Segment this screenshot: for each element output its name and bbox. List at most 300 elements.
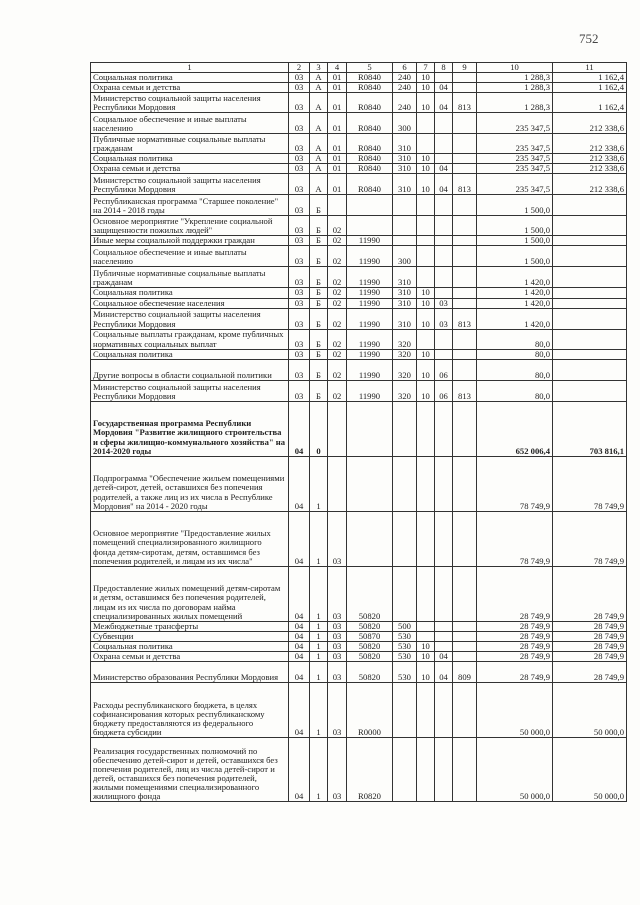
code-cell-7: 10 <box>417 308 435 329</box>
code-cell-8 <box>435 288 453 298</box>
code-cell-5: R0840 <box>347 113 393 134</box>
code-cell-9 <box>453 349 477 359</box>
code-cell-2: 03 <box>289 236 310 246</box>
code-cell-6: 320 <box>393 349 417 359</box>
table-row <box>91 566 627 621</box>
code-cell-6 <box>393 401 417 456</box>
code-cell-4: 02 <box>328 216 347 236</box>
table-row <box>91 349 627 359</box>
code-cell-7: 10 <box>417 662 435 683</box>
code-cell-2: 04 <box>289 456 310 511</box>
table-row <box>91 456 627 511</box>
code-cell-7 <box>417 621 435 631</box>
code-cell-3: Б <box>310 380 328 401</box>
code-cell-4: 01 <box>328 174 347 195</box>
amount-cell-10: 28 749,9 <box>477 641 553 651</box>
row-name-cell: Министерство социальной защиты населения Республики Мордовия <box>91 308 289 329</box>
table-row <box>91 298 627 308</box>
code-cell-9 <box>453 641 477 651</box>
table-row <box>91 246 627 267</box>
amount-cell-11 <box>553 380 627 401</box>
code-cell-8 <box>435 195 453 216</box>
row-name-cell: Межбюджетные трансферты <box>91 621 289 631</box>
code-cell-7: 10 <box>417 93 435 113</box>
code-cell-5: R0820 <box>347 738 393 802</box>
code-cell-4: 03 <box>328 511 347 566</box>
code-cell-2: 04 <box>289 621 310 631</box>
code-cell-7: 10 <box>417 288 435 298</box>
code-cell-7: 10 <box>417 359 435 380</box>
code-cell-6: 240 <box>393 93 417 113</box>
code-cell-7: 10 <box>417 164 435 174</box>
code-cell-4: 01 <box>328 93 347 113</box>
code-cell-9 <box>453 329 477 349</box>
amount-cell-10: 1 500,0 <box>477 195 553 216</box>
code-cell-2: 04 <box>289 641 310 651</box>
code-cell-6: 310 <box>393 298 417 308</box>
code-cell-4: 03 <box>328 738 347 802</box>
amount-cell-11: 212 338,6 <box>553 174 627 195</box>
code-cell-7: 10 <box>417 641 435 651</box>
row-name-cell: Социальная политика <box>91 154 289 164</box>
code-cell-8 <box>435 631 453 641</box>
code-cell-8 <box>435 113 453 134</box>
code-cell-7 <box>417 113 435 134</box>
code-cell-4: 02 <box>328 267 347 288</box>
column-header: 8 <box>435 63 453 73</box>
code-cell-8 <box>435 73 453 83</box>
code-cell-9 <box>453 631 477 641</box>
row-name-cell: Министерство социальной защиты населения Республики Мордовия <box>91 93 289 113</box>
code-cell-8 <box>435 267 453 288</box>
code-cell-8 <box>435 349 453 359</box>
code-cell-6 <box>393 236 417 246</box>
amount-cell-11: 28 749,9 <box>553 621 627 631</box>
code-cell-7 <box>417 401 435 456</box>
amount-cell-10: 78 749,9 <box>477 511 553 566</box>
amount-cell-11: 28 749,9 <box>553 662 627 683</box>
row-name-cell: Социальное обеспечение населения <box>91 298 289 308</box>
code-cell-9: 813 <box>453 380 477 401</box>
code-cell-3: А <box>310 83 328 93</box>
code-cell-8: 04 <box>435 164 453 174</box>
code-cell-5: 11990 <box>347 267 393 288</box>
code-cell-2: 03 <box>289 134 310 154</box>
amount-cell-10: 235 347,5 <box>477 113 553 134</box>
code-cell-6: 310 <box>393 134 417 154</box>
code-cell-2: 04 <box>289 652 310 662</box>
code-cell-8: 03 <box>435 298 453 308</box>
code-cell-4: 01 <box>328 73 347 83</box>
code-cell-3: 1 <box>310 511 328 566</box>
code-cell-9 <box>453 164 477 174</box>
amount-cell-10: 80,0 <box>477 380 553 401</box>
code-cell-7 <box>417 511 435 566</box>
amount-cell-11: 28 749,9 <box>553 566 627 621</box>
amount-cell-10: 1 288,3 <box>477 73 553 83</box>
code-cell-5: 50820 <box>347 662 393 683</box>
code-cell-8: 04 <box>435 174 453 195</box>
amount-cell-10: 1 500,0 <box>477 246 553 267</box>
code-cell-7: 10 <box>417 349 435 359</box>
code-cell-8 <box>435 566 453 621</box>
column-header: 6 <box>393 63 417 73</box>
code-cell-8: 04 <box>435 93 453 113</box>
table-row <box>91 195 627 216</box>
code-cell-4: 01 <box>328 113 347 134</box>
code-cell-8 <box>435 683 453 738</box>
code-cell-2: 03 <box>289 195 310 216</box>
code-cell-9 <box>453 236 477 246</box>
amount-cell-10: 28 749,9 <box>477 621 553 631</box>
table-row <box>91 359 627 380</box>
code-cell-7 <box>417 246 435 267</box>
code-cell-5: R0840 <box>347 164 393 174</box>
code-cell-3: Б <box>310 308 328 329</box>
row-name-cell: Охрана семьи и детства <box>91 83 289 93</box>
code-cell-5: 11990 <box>347 308 393 329</box>
table-row <box>91 154 627 164</box>
table-row <box>91 113 627 134</box>
code-cell-6: 310 <box>393 288 417 298</box>
code-cell-7 <box>417 195 435 216</box>
amount-cell-11: 78 749,9 <box>553 456 627 511</box>
amount-cell-10: 1 500,0 <box>477 216 553 236</box>
table-row <box>91 652 627 662</box>
code-cell-5: R0840 <box>347 154 393 164</box>
code-cell-4: 02 <box>328 246 347 267</box>
code-cell-4: 03 <box>328 641 347 651</box>
code-cell-3: 1 <box>310 652 328 662</box>
table-row <box>91 83 627 93</box>
code-cell-9 <box>453 652 477 662</box>
code-cell-3: 1 <box>310 662 328 683</box>
code-cell-9 <box>453 288 477 298</box>
amount-cell-10: 28 749,9 <box>477 652 553 662</box>
amount-cell-10: 80,0 <box>477 329 553 349</box>
amount-cell-11: 212 338,6 <box>553 154 627 164</box>
code-cell-8 <box>435 401 453 456</box>
code-cell-2: 03 <box>289 174 310 195</box>
code-cell-6: 310 <box>393 267 417 288</box>
code-cell-7 <box>417 216 435 236</box>
amount-cell-11: 1 162,4 <box>553 83 627 93</box>
code-cell-5: R0840 <box>347 83 393 93</box>
code-cell-9 <box>453 73 477 83</box>
code-cell-7 <box>417 683 435 738</box>
code-cell-3: Б <box>310 298 328 308</box>
code-cell-2: 03 <box>289 308 310 329</box>
row-name-cell: Субвенции <box>91 631 289 641</box>
code-cell-5: 11990 <box>347 380 393 401</box>
code-cell-6 <box>393 511 417 566</box>
code-cell-4: 03 <box>328 621 347 631</box>
code-cell-5 <box>347 216 393 236</box>
code-cell-8: 06 <box>435 380 453 401</box>
code-cell-8 <box>435 216 453 236</box>
amount-cell-10: 78 749,9 <box>477 456 553 511</box>
code-cell-5 <box>347 195 393 216</box>
row-name-cell: Социальные выплаты гражданам, кроме публичных нормативных социальных выплат <box>91 329 289 349</box>
code-cell-8 <box>435 456 453 511</box>
row-name-cell: Социальная политика <box>91 641 289 651</box>
code-cell-3: А <box>310 164 328 174</box>
code-cell-2: 03 <box>289 359 310 380</box>
row-name-cell: Публичные нормативные социальные выплаты гражданам <box>91 134 289 154</box>
amount-cell-10: 80,0 <box>477 359 553 380</box>
code-cell-8 <box>435 236 453 246</box>
code-cell-9 <box>453 566 477 621</box>
code-cell-4: 02 <box>328 359 347 380</box>
row-name-cell: Министерство социальной защиты населения Республики Мордовия <box>91 380 289 401</box>
code-cell-4: 03 <box>328 566 347 621</box>
column-header: 11 <box>553 63 627 73</box>
code-cell-6: 310 <box>393 174 417 195</box>
table-row <box>91 174 627 195</box>
code-cell-9: 813 <box>453 93 477 113</box>
table-row <box>91 329 627 349</box>
code-cell-6 <box>393 738 417 802</box>
column-header: 2 <box>289 63 310 73</box>
code-cell-2: 03 <box>289 164 310 174</box>
row-name-cell: Реализация государственных полномочий по обеспечению детей-сирот и детей, оставшихся без попечения родителей, лиц из числа детей-сирот и детей, оставшихся без попечения родителей, жилыми помещениями специализированного жилищного фонда <box>91 738 289 802</box>
code-cell-9 <box>453 298 477 308</box>
amount-cell-10: 1 420,0 <box>477 308 553 329</box>
column-header: 7 <box>417 63 435 73</box>
code-cell-6: 320 <box>393 380 417 401</box>
column-header: 5 <box>347 63 393 73</box>
page-number: 752 <box>579 31 599 46</box>
code-cell-9: 813 <box>453 308 477 329</box>
code-cell-2: 03 <box>289 380 310 401</box>
amount-cell-11: 1 162,4 <box>553 73 627 83</box>
code-cell-3: Б <box>310 267 328 288</box>
code-cell-8 <box>435 134 453 154</box>
table-row <box>91 683 627 738</box>
code-cell-2: 03 <box>289 93 310 113</box>
table-body <box>91 73 627 802</box>
amount-cell-11 <box>553 349 627 359</box>
code-cell-9 <box>453 267 477 288</box>
code-cell-4 <box>328 195 347 216</box>
code-cell-2: 03 <box>289 329 310 349</box>
code-cell-6: 310 <box>393 308 417 329</box>
amount-cell-11 <box>553 267 627 288</box>
amount-cell-11: 703 816,1 <box>553 401 627 456</box>
code-cell-6: 530 <box>393 631 417 641</box>
code-cell-6: 530 <box>393 662 417 683</box>
amount-cell-11: 28 749,9 <box>553 631 627 641</box>
code-cell-4: 03 <box>328 631 347 641</box>
code-cell-3: 0 <box>310 401 328 456</box>
table-row <box>91 621 627 631</box>
code-cell-3: 1 <box>310 566 328 621</box>
column-header: 4 <box>328 63 347 73</box>
table-row <box>91 641 627 651</box>
code-cell-5: 11990 <box>347 246 393 267</box>
code-cell-4: 02 <box>328 329 347 349</box>
code-cell-4: 02 <box>328 380 347 401</box>
row-name-cell: Социальное обеспечение и иные выплаты населению <box>91 246 289 267</box>
code-cell-6: 530 <box>393 641 417 651</box>
column-header: 10 <box>477 63 553 73</box>
code-cell-4: 03 <box>328 662 347 683</box>
code-cell-9 <box>453 621 477 631</box>
code-cell-5: R0840 <box>347 93 393 113</box>
budget-table <box>90 62 627 802</box>
code-cell-7 <box>417 267 435 288</box>
code-cell-5: 50820 <box>347 641 393 651</box>
amount-cell-11 <box>553 298 627 308</box>
amount-cell-11: 1 162,4 <box>553 93 627 113</box>
amount-cell-10: 50 000,0 <box>477 738 553 802</box>
code-cell-3: А <box>310 113 328 134</box>
column-header: 9 <box>453 63 477 73</box>
amount-cell-11: 212 338,6 <box>553 164 627 174</box>
row-name-cell: Основное мероприятие "Укрепление социальной защищенности пожилых людей" <box>91 216 289 236</box>
amount-cell-10: 50 000,0 <box>477 683 553 738</box>
code-cell-5: R0000 <box>347 683 393 738</box>
code-cell-5: 11990 <box>347 329 393 349</box>
code-cell-9 <box>453 401 477 456</box>
table-row <box>91 236 627 246</box>
table-row <box>91 401 627 456</box>
code-cell-3: А <box>310 154 328 164</box>
code-cell-8 <box>435 641 453 651</box>
code-cell-9 <box>453 83 477 93</box>
amount-cell-10: 28 749,9 <box>477 662 553 683</box>
code-cell-5: 50820 <box>347 566 393 621</box>
amount-cell-11 <box>553 329 627 349</box>
code-cell-2: 03 <box>289 83 310 93</box>
code-cell-6: 320 <box>393 359 417 380</box>
table-header-row <box>91 63 627 73</box>
code-cell-3: 1 <box>310 621 328 631</box>
code-cell-2: 04 <box>289 738 310 802</box>
code-cell-5 <box>347 401 393 456</box>
code-cell-3: Б <box>310 359 328 380</box>
column-header: 1 <box>91 63 289 73</box>
code-cell-9 <box>453 359 477 380</box>
code-cell-5: R0840 <box>347 174 393 195</box>
code-cell-2: 04 <box>289 662 310 683</box>
amount-cell-10: 1 420,0 <box>477 298 553 308</box>
amount-cell-10: 235 347,5 <box>477 174 553 195</box>
code-cell-5: 50820 <box>347 621 393 631</box>
code-cell-8 <box>435 154 453 164</box>
code-cell-8 <box>435 511 453 566</box>
code-cell-9 <box>453 216 477 236</box>
code-cell-6: 240 <box>393 83 417 93</box>
amount-cell-11 <box>553 308 627 329</box>
row-name-cell: Республиканская программа "Старшее поколение" на 2014 - 2018 годы <box>91 195 289 216</box>
code-cell-3: 1 <box>310 641 328 651</box>
code-cell-3: 1 <box>310 456 328 511</box>
code-cell-5: 11990 <box>347 236 393 246</box>
code-cell-2: 03 <box>289 154 310 164</box>
code-cell-6: 320 <box>393 329 417 349</box>
code-cell-3: А <box>310 73 328 83</box>
code-cell-3: Б <box>310 246 328 267</box>
table-row <box>91 738 627 802</box>
table-row <box>91 134 627 154</box>
code-cell-8: 04 <box>435 83 453 93</box>
code-cell-4 <box>328 456 347 511</box>
amount-cell-11 <box>553 288 627 298</box>
table-row <box>91 380 627 401</box>
row-name-cell: Публичные нормативные социальные выплаты гражданам <box>91 267 289 288</box>
code-cell-2: 03 <box>289 73 310 83</box>
table-row <box>91 216 627 236</box>
row-name-cell: Другие вопросы в области социальной политики <box>91 359 289 380</box>
code-cell-4: 01 <box>328 154 347 164</box>
code-cell-2: 04 <box>289 401 310 456</box>
code-cell-6: 300 <box>393 246 417 267</box>
table-row <box>91 308 627 329</box>
code-cell-7 <box>417 456 435 511</box>
code-cell-2: 03 <box>289 246 310 267</box>
code-cell-9 <box>453 456 477 511</box>
code-cell-5: R0840 <box>347 134 393 154</box>
code-cell-2: 04 <box>289 566 310 621</box>
amount-cell-11 <box>553 246 627 267</box>
code-cell-4: 02 <box>328 298 347 308</box>
amount-cell-11: 78 749,9 <box>553 511 627 566</box>
code-cell-2: 03 <box>289 267 310 288</box>
code-cell-3: 1 <box>310 683 328 738</box>
code-cell-2: 04 <box>289 631 310 641</box>
code-cell-5: R0840 <box>347 73 393 83</box>
amount-cell-10: 1 288,3 <box>477 83 553 93</box>
code-cell-9 <box>453 195 477 216</box>
table-row <box>91 631 627 641</box>
code-cell-5: 11990 <box>347 298 393 308</box>
code-cell-9 <box>453 246 477 267</box>
code-cell-7 <box>417 738 435 802</box>
code-cell-6 <box>393 566 417 621</box>
row-name-cell: Социальная политика <box>91 349 289 359</box>
code-cell-7: 10 <box>417 174 435 195</box>
amount-cell-11 <box>553 216 627 236</box>
table-row <box>91 73 627 83</box>
code-cell-9: 809 <box>453 662 477 683</box>
code-cell-3: Б <box>310 195 328 216</box>
amount-cell-11 <box>553 236 627 246</box>
code-cell-6 <box>393 456 417 511</box>
amount-cell-11 <box>553 195 627 216</box>
code-cell-6 <box>393 216 417 236</box>
code-cell-3: Б <box>310 288 328 298</box>
code-cell-4: 02 <box>328 308 347 329</box>
table-row <box>91 267 627 288</box>
amount-cell-10: 1 500,0 <box>477 236 553 246</box>
code-cell-4 <box>328 401 347 456</box>
table-row <box>91 511 627 566</box>
code-cell-2: 04 <box>289 683 310 738</box>
code-cell-8 <box>435 621 453 631</box>
code-cell-3: Б <box>310 236 328 246</box>
code-cell-5 <box>347 456 393 511</box>
code-cell-5: 11990 <box>347 349 393 359</box>
row-name-cell: Подпрограмма "Обеспечение жильем помещениями детей-сирот, детей, оставшихся без попечения родителей, а также лиц из их числа в Республике Мордовия" на 2014 - 2020 годы <box>91 456 289 511</box>
row-name-cell: Министерство образования Республики Мордовия <box>91 662 289 683</box>
row-name-cell: Иные меры социальной поддержки граждан <box>91 236 289 246</box>
code-cell-9 <box>453 511 477 566</box>
code-cell-7 <box>417 566 435 621</box>
table-row <box>91 662 627 683</box>
amount-cell-10: 235 347,5 <box>477 164 553 174</box>
code-cell-7: 10 <box>417 83 435 93</box>
